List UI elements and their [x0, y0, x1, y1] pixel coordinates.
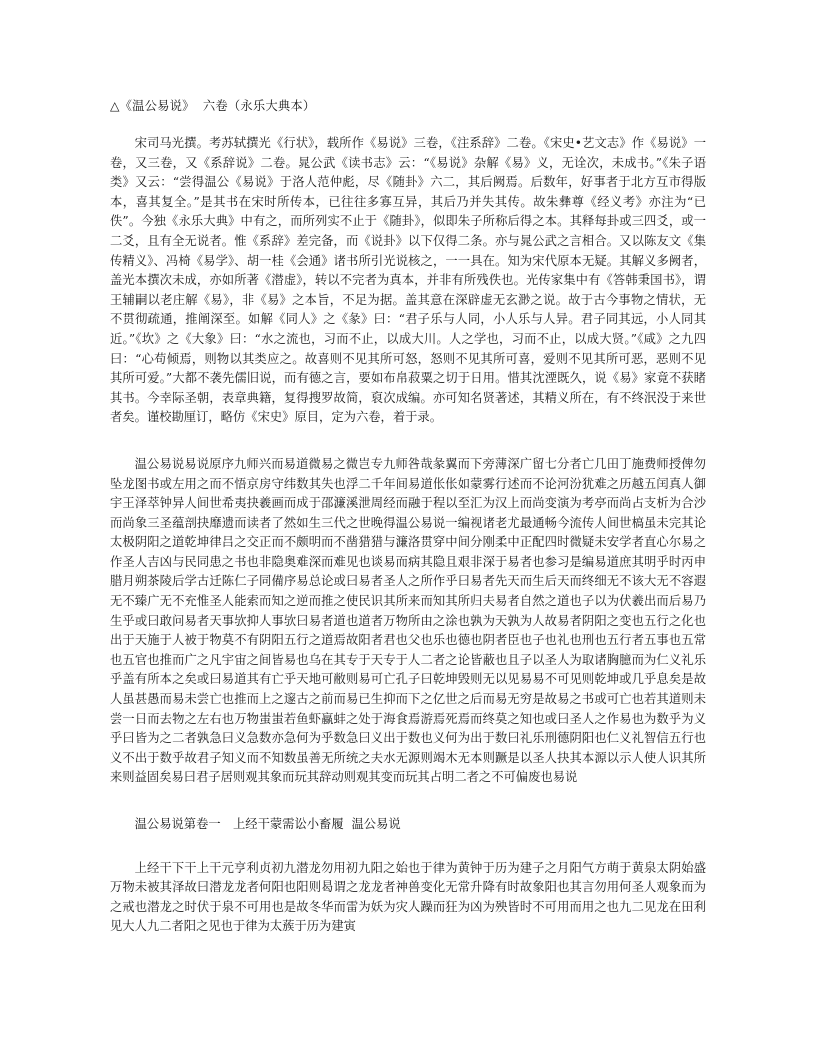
- section-heading-juan-yi: 温公易说第卷一 上经干蒙需讼小畜履 温公易说: [134, 817, 401, 831]
- paragraph-preface-summary: 宋司马光撰。考苏轼撰光《行状》，载所作《易说》三卷，《注系辞》二卷。《宋史•艺文志》作《易说》一卷，又三卷，又《系辞说》二卷。晁公武《读书志》云：“《易说》杂解《易》义，无诠次，未成书。”《朱子语类》又云：“尝得温公《易说》于洛人范仲彪，尽《随卦》六二，其后阙焉。后数年，好事者于北方互市得版本，喜其复全。”是其书在宋时所传本，已往往多寡互异，其后乃并失其传。故朱彝尊《经义考》亦注为“已佚”。今独《永乐大典》中有之，而所列实不止于《随卦》，似即朱子所称后得之本。其释每卦或三四爻，或一二爻，且有全无说者。惟《系辞》差完备，而《说卦》以下仅得二条。亦与晁公武之言相合。又以陈友文《集传精义》、冯椅《易学》、胡一桂《会通》诸书所引光说核之，一一具在。知为宋代原本无疑。其解义多阙者，盖光本撰次未成，亦如所著《潜虚》，转以不完者为真本，并非有所残佚也。光传家集中有《答韩秉国书》，谓王辅嗣以老庄解《易》，非《易》之本旨，不足为据。盖其意在深辟虚无玄渺之说。故于古今事物之情状，无不贯彻疏通，推阐深至。如解《同人》之《彖》曰：“君子乐与人同，小人乐与人异。君子同其远，小人同其近。”《坎》之《大象》曰：“水之流也，习而不止，以成大川。人之学也，习而不止，以成大贤。”《咸》之九四曰：“心苟倾焉，则物以其类应之。故喜则不见其所可怒，怒则不见其所可喜，爱则不见其所可恶，恶则不见其所可爱。”大都不袭先儒旧说，而有德之言，要如布帛菽粟之切于日用。惜其沈湮既久，说《易》家竟不获睹其书。今幸际圣朝，表章典籍，复得搜罗故简，裒次成编。亦可知名贤著述，其精义所在，有不终泯没于来世者矣。谨校勘厘订，略仿《宋史》原目，定为六卷，着于录。: [110, 136, 706, 425]
- document-body: [110, 96, 706, 937]
- entry-title: △《温公易说》 六卷（永乐大典本）: [110, 99, 316, 113]
- paragraph-original-preface: 温公易说易说原序九师兴而易道微易之微岂专九师咎哉彖翼而下旁薄深广留七分者亡几田丁施费师授俾勿坠龙图书或左用之而不悟京房守纬数其失也浮二千年间易道伥伥如蒙雾行述而不论河汾犹难之历越五闰真人御宇王泽萃钟异人间世希夷抉羲画而成于邵濂溪泄周经而融于程以至汇为汉上而尚变演为考亭而尚占支析为合沙而尚象三圣蕴剖抉靡遗而读者了然如生三代之世晚得温公易说一编视诸老尤最通畅今流传人间世槁虽未完其论太极阴阳之道乾坤律吕之交正而不颇明而不凿猎猎与濂洛贯穿中间分刚柔中正配四时微疑未安学者直心尔易之作圣人吉凶与民同患之书也非隐奥难深而难见也谈易而病其隐且艰非深于易者也参习是编易道庶其明乎时丙申腊月朔茶陵后学古迁陈仁子同備序易总论或曰易者圣人之所作乎曰易者先天而生后天而终细无不该大无不容遐无不臻广无不充惟圣人能索而知之逆而推之使民识其所来而知其所归夫易者自然之道也子以为伏羲出而后易乃生乎或曰敢问易者天事欤抑人事欤曰易者道也道者万物所由之涂也孰为天孰为人故易者阴阳之变也五行之化也出于天施于人被于物莫不有阴阳五行之道焉故阳者君也父也乐也德也阴者臣也子也礼也刑也五行者五事也五常也五官也推而广之凡宇宙之间皆易也乌在其专于天专于人二者之论皆蔽也且子以圣人为取诸胸臆而为仁义礼乐乎盖有所本之矣或曰易道其有亡乎天地可敝则易可亡孔子曰乾坤毁则无以见易易不可见则乾坤或几乎息矣是故人虽甚愚而易未尝亡也推而上之邃古之前而易已生抑而下之亿世之后而易无穷是故易之书或可亡也若其道则未尝一日而去物之左右也万物蚩蚩若鱼虾蠃蚌之处于海食焉游焉死焉而终莫之知也或曰圣人之作易也为数乎为义乎曰皆为之二者孰急曰义急数亦急何为乎数急曰义出于数也义何为出于数曰礼乐刑德阴阳也仁义礼智信五行也义不出于数乎故君子知义而不知数虽善无所统之夫水无源则竭木无本则蹶是以圣人抉其本源以示人使人识其所来则益固矣易曰君子居则观其象而玩其辞动则观其变而玩其占明二者之不可偏废也易说: [110, 456, 706, 785]
- paragraph-juan-yi-text: 上经干下干上干元亨利贞初九潜龙勿用初九阳之始也于律为黄钟于历为建子之月阳气方萌于黄泉太阴始盛万物未被其泽故曰潜龙龙者何阳也阳则曷谓之龙龙者神兽变化无常升降有时故象阳也其言勿用何圣人观象而为之戒也潜龙之时伏于泉不可用也是故冬华而雷为妖为灾人躁而狂为凶为殃皆时不可用而用之也九二见龙在田利见大人九二者阳之见也于律为太蔟于历为建寅: [110, 860, 706, 934]
